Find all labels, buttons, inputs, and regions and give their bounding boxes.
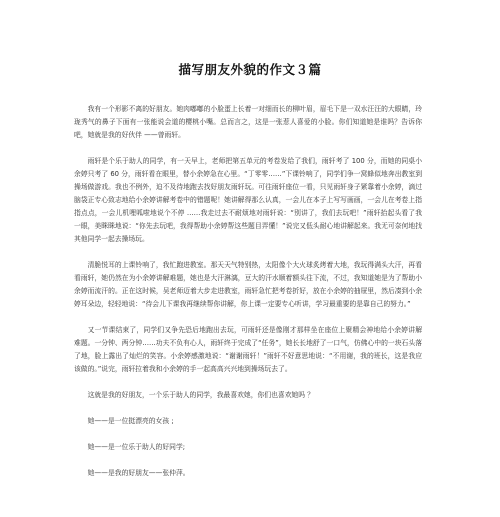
paragraph-2: 雨轩是个乐于助人的同学，有一天早上，老师把第五单元的考卷发给了我们，雨轩考了 100 分，而她的同桌小余婷只考了 60 分，雨轩看在眼里，替小余婷急在心里。“丁零零……”下课铃响了，同学们争一窝蜂似地奔出教室到操场做游戏。我也不例外，迫不及待地跑去找好朋友雨轩玩。可往雨轩座位一看，只见雨轩身子紧靠着小余婷，滴过脑袋正专心致志地给小余婷讲解考卷中的错题呢！她讲解得那么认真，一会儿在本子上写写画画，一会儿在考卷上指指点点，一会儿机哩呱啦地说个不停 ……我走过去不耐烦地对雨轩说：“别讲了，我们去玩吧！”雨轩抬起头看了我一眼，美眯眯地说：“你先去玩吧，我得帮助小余婷帮这些题目弄懂！”说完又低头耐心地讲解起来。我无可奈何地找其他同学一起去操场玩。 [74, 157, 422, 243]
document-body [74, 103, 422, 480]
paragraph-5: 这就是我的好朋友，一个乐于助人的同学，我最喜欢她，你们也喜欢她吗 ？ [87, 391, 315, 399]
paragraph-6: 她——是一位挺漂亮的女孩 ; [87, 417, 174, 425]
paragraph-4: 又一节课结束了，同学们又争先恐后地跑出去玩，可雨轩还是像刚才那样坐在座位上聚精会神地给小余婷讲解 难题。一分钟、两分钟……功夫不负有心人，雨轩终于完成了“任务”，她长长地舒了一口气，仿佛心中的一块石头落了地，脸上露出了灿烂的笑容。小余婷感激地说：“谢谢雨轩！”雨轩不好意思地说：“不用谢，我的班长，这是我应该做的。”说完，雨轩拉着我和小余婷的手一起高高兴兴地到操场玩去了。 [74, 326, 422, 373]
document-title: 描写朋友外貌的作文３篇 [178, 62, 322, 77]
paragraph-1: 我有一个形影不离的好朋友。她肉嘟嘟的小脸蛋上长着一对细而长的柳叶眉，眉毛下是一双水汪汪的大眼睛，玲珑秀气的鼻子下面有一张能说会道的樱桃小嘴。总而言之，这是一张惹人喜爱的小脸。你们知道她是谁吗？告诉你吧，她就是我的好伙伴 ——曾雨轩。 [74, 105, 422, 139]
paragraph-3: 清脆悦耳的上课铃响了，我忙跑进教室。那天天气特别热，太阳像个大火球炙烤着大地，我玩得满头大汗，再看看雨轩，她仍然在为小余婷讲解难题，她也是大汗淋漓，豆大的汗水顺着额头往下流，不过，我知道她是为了帮助小余婷而流汗的。正在这时候，吴老师迈着大步走进教室，雨轩急忙把考卷折好，放在小余婷的抽屉里，然后凑到小余婷耳朵边，轻轻地说：“待会儿下课我再继续帮你讲解，你上课一定要专心听讲，学习最重要的是靠自己的努力。” [74, 261, 422, 308]
paragraph-7: 她——是一位乐于助人的好同学; [87, 443, 186, 451]
paragraph-8: 她——是我的好朋友——张仲萍。 [87, 469, 190, 477]
